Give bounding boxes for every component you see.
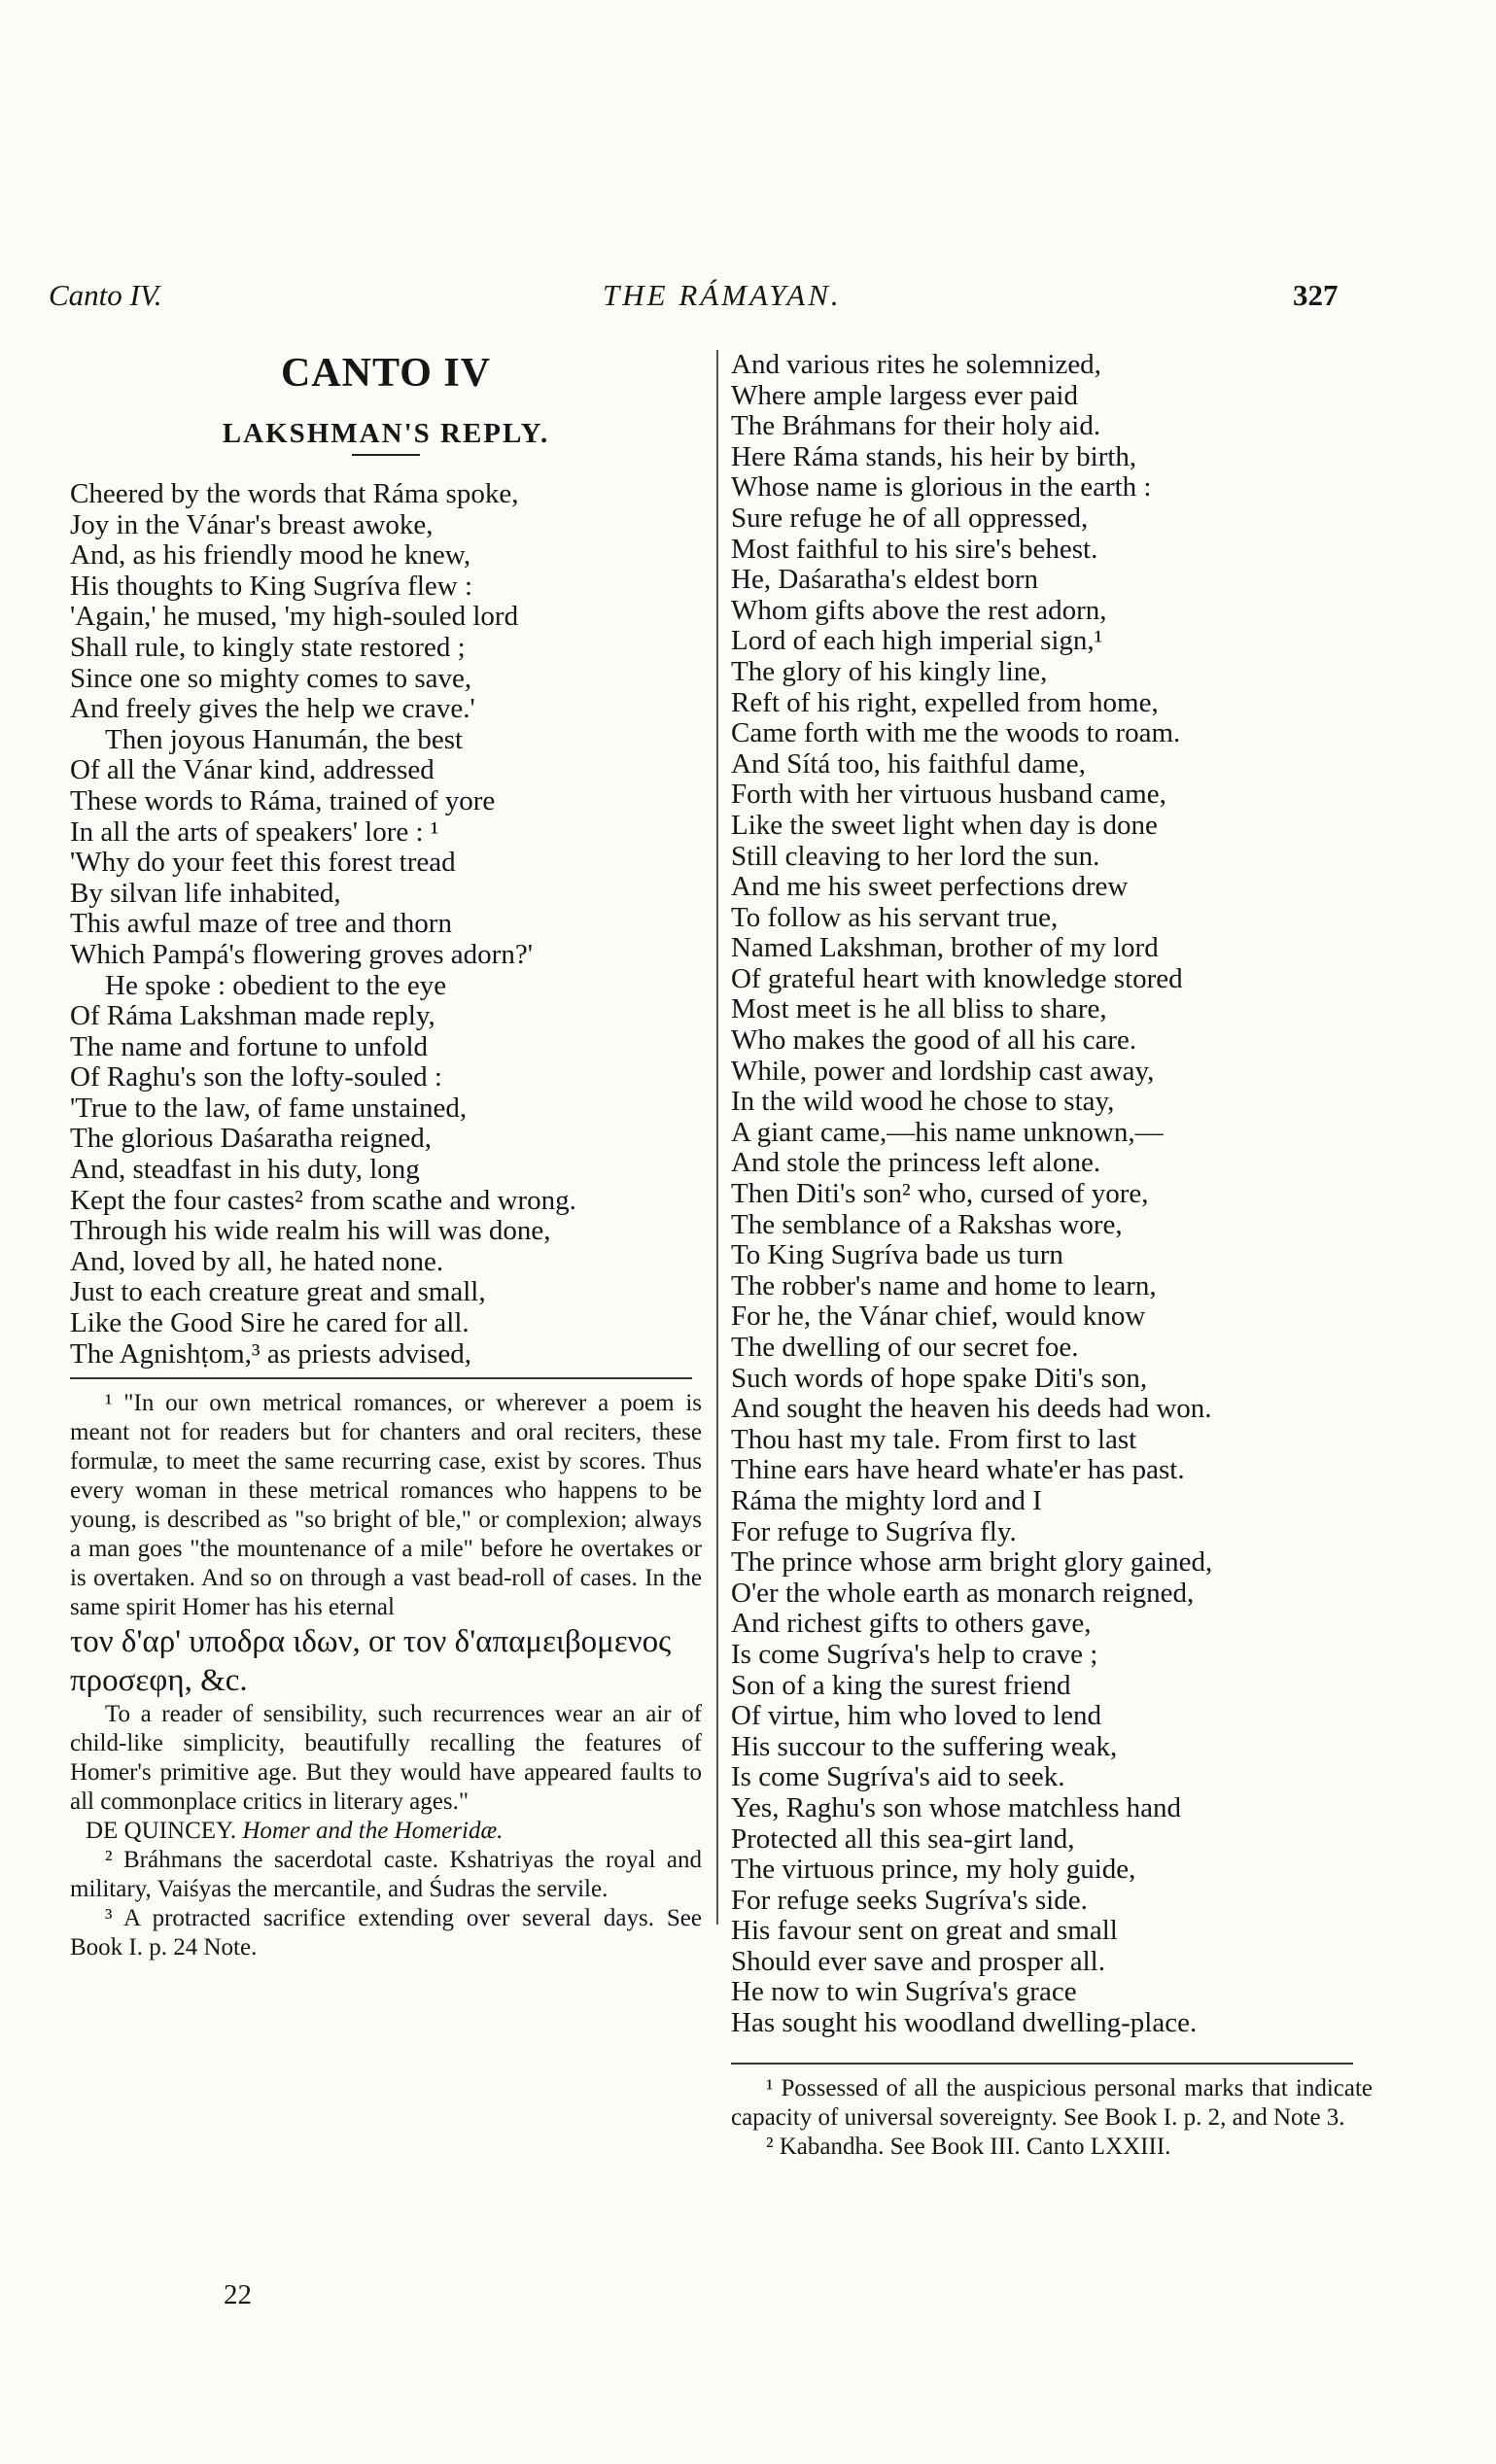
column-divider	[716, 350, 718, 1925]
verse-line: This awful maze of tree and thorn	[70, 908, 452, 940]
verse-line: Is come Sugríva's help to crave ;	[731, 1638, 1098, 1670]
verse-line: And Sítá too, his faithful dame,	[731, 747, 1086, 780]
verse-line: Has sought his woodland dwelling-place.	[731, 2007, 1198, 2039]
verse-line: Sure refuge he of all oppressed,	[731, 502, 1089, 534]
verse-line: Forth with her virtuous husband came,	[731, 779, 1166, 811]
verse-line: And various rites he solemnized,	[731, 349, 1101, 380]
verse-line: Yes, Raghu's son whose matchless hand	[731, 1791, 1182, 1823]
verse-line: And me his sweet perfections drew	[731, 871, 1129, 903]
verse-line: Like the sweet light when day is done	[731, 809, 1158, 841]
verse-line: To King Sugríva bade us turn	[731, 1239, 1063, 1271]
verse-line: The robber's name and home to learn,	[731, 1269, 1157, 1301]
verse-line: Here Ráma stands, his heir by birth,	[731, 440, 1137, 472]
verse-line: The Bráhmans for their holy aid.	[731, 410, 1101, 442]
verse-line: Most faithful to his sire's behest.	[731, 533, 1098, 565]
running-header	[0, 278, 1496, 317]
verse-line: Reft of his right, expelled from home,	[731, 686, 1159, 718]
signature-number: 22	[224, 2279, 252, 2310]
verse-line: The prince whose arm bright glory gained,	[731, 1546, 1213, 1579]
left-column	[70, 350, 702, 1962]
header-canto-label: Canto IV.	[49, 278, 162, 312]
verse-line: Most meet is he all bliss to share,	[731, 993, 1107, 1025]
verse-line: And, as his friendly mood he knew,	[70, 539, 471, 572]
verse-line: He spoke : obedient to the eye	[105, 969, 447, 1001]
verse-line: Ráma the mighty lord and I	[731, 1484, 1042, 1516]
footnote-1-greek: τον δ'αρ' υποδρα ιδων, or τον δ'απαμειβομενος προσεφη, &c.	[70, 1624, 672, 1699]
verse-line: Still cleaving to her lord the sun.	[731, 840, 1100, 872]
verse-line: In all the arts of speakers' lore : ¹	[70, 816, 439, 848]
verse-line: Where ample largess ever paid	[731, 379, 1078, 411]
verse-line: Through his wide realm his will was done,	[70, 1215, 551, 1247]
right-verse	[731, 350, 1373, 2039]
verse-line: A giant came,—his name unknown,—	[731, 1116, 1164, 1148]
verse-line: Since one so mighty comes to save,	[70, 662, 472, 694]
verse-line: For he, the Vánar chief, would know	[731, 1301, 1146, 1333]
verse-line: Of virtue, him who loved to lend	[731, 1700, 1101, 1732]
verse-line: Son of a king the surest friend	[731, 1669, 1071, 1701]
footnote-divider	[70, 1377, 692, 1379]
verse-line: The semblance of a Rakshas wore,	[731, 1208, 1123, 1240]
verse-line: And, steadfast in his duty, long	[70, 1154, 420, 1186]
verse-line: Just to each creature great and small,	[70, 1276, 486, 1308]
verse-line: Such words of hope spake Diti's son,	[731, 1362, 1148, 1394]
footnote-2: ² Bráhmans the sacerdotal caste. Kshatriyas the royal and military, Vaiśyas the mercantile, and Śudras the servile.	[70, 1847, 702, 1903]
verse-line: By silvan life inhabited,	[70, 877, 341, 909]
footnote-right-2: ² Kabandha. See Book III. Canto LXXIII.	[766, 2133, 1171, 2160]
verse-line: Protected all this sea-girt land,	[731, 1822, 1075, 1855]
verse-line: Of grateful heart with knowledge stored	[731, 962, 1183, 994]
canto-subtitle: LAKSHMAN'S REPLY.	[222, 418, 550, 449]
verse-line: Then joyous Hanumán, the best	[105, 723, 464, 755]
footnote-right-1: ¹ Possessed of all the auspicious personal marks that indicate capacity of universal sovereignty. See Book I. p. 2, and Note 3.	[731, 2074, 1373, 2131]
verse-line: O'er the whole earth as monarch reigned,	[731, 1577, 1195, 1609]
verse-line: Then Diti's son² who, cursed of yore,	[731, 1178, 1149, 1210]
verse-line: Thine ears have heard whate'er has past.	[731, 1454, 1185, 1486]
verse-line: Of Ráma Lakshman made reply,	[70, 1000, 435, 1032]
verse-line: The glory of his kingly line,	[731, 655, 1048, 687]
verse-line: And, loved by all, he hated none.	[70, 1245, 444, 1277]
footnote-1-attribution	[70, 1817, 702, 1846]
verse-line: Whose name is glorious in the earth :	[731, 471, 1152, 503]
verse-line: And richest gifts to others gave,	[731, 1608, 1092, 1640]
verse-line: Like the Good Sire he cared for all.	[70, 1307, 470, 1339]
verse-line: And freely gives the help we crave.'	[70, 693, 475, 725]
verse-line: He now to win Sugríva's grace	[731, 1976, 1077, 2008]
verse-line: Is come Sugríva's aid to seek.	[731, 1761, 1065, 1793]
verse-line: Cheered by the words that Ráma spoke,	[70, 478, 519, 509]
verse-line: The glorious Daśaratha reigned,	[70, 1123, 433, 1155]
verse-line: His favour sent on great and small	[731, 1915, 1118, 1947]
verse-line: In the wild wood he chose to stay,	[731, 1086, 1115, 1118]
verse-line: He, Daśaratha's eldest born	[731, 564, 1039, 596]
verse-line: Of all the Vánar kind, addressed	[70, 754, 435, 786]
footnote-1-text: ¹ "In our own metrical romances, or wherever a poem is meant not for readers but for chanters and oral reciters, these formulæ, to meet the same recurring case, exist by scores. Thus every woman in these metrical romances who happens to be young, is described as "so bright of ble," or complexion; always a man goes "the mountenance of a mile" before he overtakes or is overtaken. And so on through a vast bead-roll of cases. In the same spirit Homer has his eternal	[70, 1390, 702, 1621]
footnote-1-continued: To a reader of sensibility, such recurrences wear an air of child-like simplicity, beautifully recalling the features of Homer's primitive age. But they would have appeared faults to all commonplace critics in literary ages."	[70, 1701, 702, 1816]
attribution-author: DE QUINCEY.	[86, 1818, 237, 1845]
canto-title: CANTO IV	[280, 351, 492, 396]
verse-line: While, power and lordship cast away,	[731, 1055, 1155, 1087]
verse-line: His succour to the suffering weak,	[731, 1730, 1118, 1762]
verse-line: Whom gifts above the rest adorn,	[731, 594, 1107, 626]
verse-line: Which Pampá's flowering groves adorn?'	[70, 938, 533, 970]
verse-line: For refuge to Sugríva fly.	[731, 1515, 1017, 1547]
right-column	[731, 350, 1373, 2162]
left-verse	[70, 479, 702, 1370]
verse-line: Lord of each high imperial sign,¹	[731, 625, 1103, 657]
verse-line: Named Lakshman, brother of my lord	[731, 932, 1159, 964]
verse-line: And sought the heaven his deeds had won.	[731, 1393, 1212, 1425]
verse-line: Of Raghu's son the lofty-souled :	[70, 1061, 442, 1093]
verse-line: 'True to the law, of fame unstained,	[70, 1092, 468, 1124]
verse-line: Thou hast my tale. From first to last	[731, 1423, 1137, 1455]
verse-line: The name and fortune to unfold	[70, 1030, 429, 1062]
title-rule	[352, 454, 420, 456]
verse-line: 'Why do your feet this forest tread	[70, 847, 456, 879]
verse-line: The dwelling of our secret foe.	[731, 1332, 1079, 1363]
verse-line: For refuge seeks Sugríva's side.	[731, 1884, 1088, 1916]
verse-line: Should ever save and prosper all.	[731, 1945, 1105, 1977]
verse-line: To follow as his servant true,	[731, 901, 1059, 933]
verse-line: Kept the four castes² from scathe and wrong.	[70, 1184, 576, 1216]
verse-line: Who makes the good of all his care.	[731, 1024, 1137, 1057]
verse-line: Joy in the Vánar's breast awoke,	[70, 508, 434, 540]
footnote-divider-right	[731, 2063, 1353, 2065]
verse-line: Shall rule, to kingly state restored ;	[70, 631, 466, 663]
verse-line: And stole the princess left alone.	[731, 1147, 1101, 1179]
header-page-number: 327	[1293, 278, 1339, 312]
attribution-work: Homer and the Homeridæ.	[242, 1818, 504, 1845]
verse-line: His thoughts to King Sugríva flew :	[70, 570, 473, 602]
footnote-3: ³ A protracted sacrifice extending over several days. See Book I. p. 24 Note.	[70, 1905, 702, 1961]
verse-line: 'Again,' he mused, 'my high-souled lord	[70, 601, 519, 633]
verse-line: These words to Ráma, trained of yore	[70, 784, 496, 816]
verse-line: Came forth with me the woods to roam.	[731, 717, 1181, 749]
header-book-title: THE RÁMAYAN.	[603, 278, 842, 312]
verse-line: The Agnishṭom,³ as priests advised,	[70, 1337, 472, 1370]
verse-line: The virtuous prince, my holy guide,	[731, 1854, 1136, 1886]
